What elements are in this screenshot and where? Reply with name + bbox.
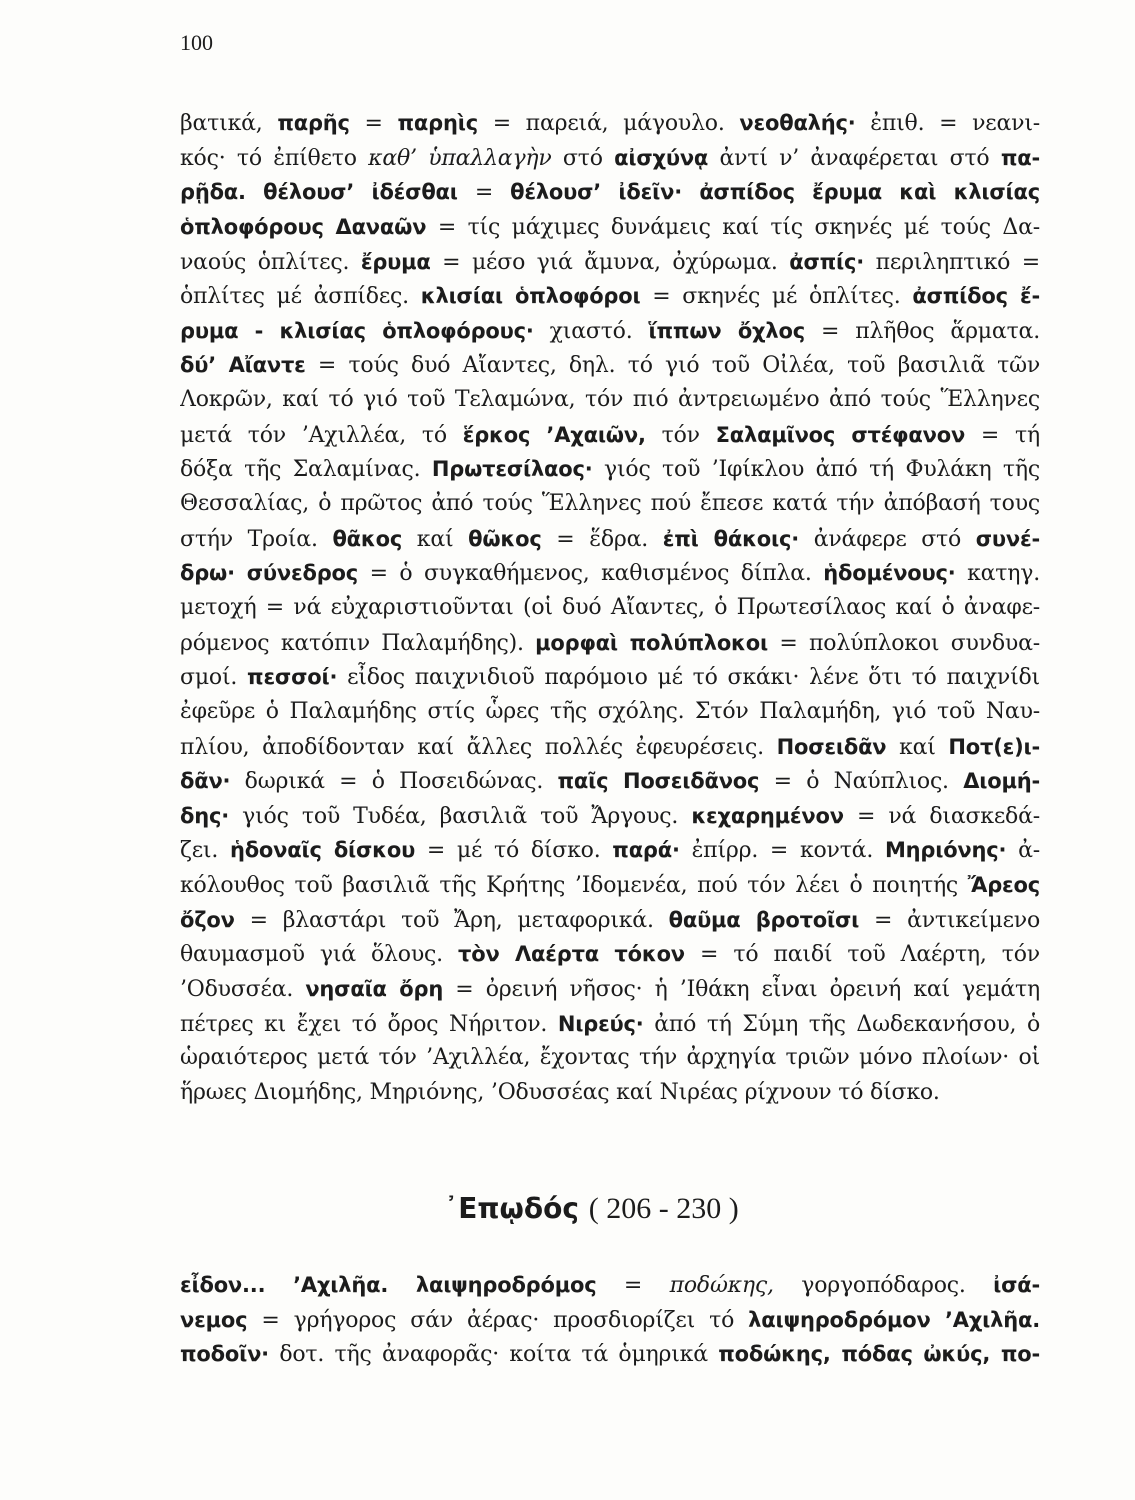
gloss-text: = τή (965, 422, 1040, 448)
text-line (180, 937, 1040, 972)
gloss-text: = τούς δυό Αἴαντες, δηλ. τό γιό τοῦ Οἰλέα, τοῦ βασιλιᾶ τῶν (305, 353, 1040, 379)
gloss-text: θαυμασμοῦ γιά ὅλους. (180, 942, 459, 968)
gloss-text: ἐπιθ. = νεανι- (855, 111, 1040, 136)
lemma-term: νησαῖα ὄρη (305, 977, 444, 1002)
lemma-term: θέλουσ’ ἰδεῖν· ἀσπίδος ἔρυμα καὶ κλισίας (510, 180, 1040, 205)
gloss-text: χιαστό. (533, 318, 649, 344)
text-line (180, 1268, 1040, 1303)
lemma-term: Ποσειδᾶν (776, 734, 887, 759)
gloss-text: περιληπτικό = (864, 249, 1040, 275)
gloss-text: πλίου, ἀποδίδονταν καί ἄλλες πολλές ἐφευρέσεις. (180, 734, 777, 760)
text-line (180, 245, 1040, 280)
lemma-term: ρυμα - κλισίας ὁπλοφόρους· (180, 318, 534, 343)
text-line (180, 695, 1040, 730)
gloss-text: καί (402, 526, 469, 552)
text-line (180, 626, 1040, 661)
gloss-text: ἀντί ν’ ἀναφέρεται στό (708, 145, 1001, 171)
gloss-text: = σκηνές μέ ὁπλίτες. (640, 284, 913, 310)
text-line (180, 556, 1040, 591)
gloss-text: ὁπλίτες μέ ἀσπίδες. (180, 284, 421, 310)
gloss-text: κός· τό ἐπίθετο (180, 145, 369, 171)
gloss-text: στήν Τροία. (180, 526, 333, 552)
gloss-text: ’Οδυσσέα. (180, 977, 306, 1003)
lemma-term: λαιψηροδρόμον ’Αχιλῆα. (748, 1307, 1040, 1332)
lemma-term: Ἄρεος (967, 873, 1040, 898)
lemma-term: ὄζον (180, 907, 235, 932)
lemma-term: κλισίαι ὁπλοφόροι (420, 284, 641, 309)
section-title: ᾿Επῳδός (444, 1192, 579, 1225)
text-line (180, 210, 1040, 245)
gloss-text: = τό παιδί τοῦ Λαέρτη, τόν (684, 942, 1040, 968)
lemma-term: ἀσπίδος ἔ- (912, 284, 1040, 309)
text-line (180, 141, 1040, 176)
text-line (180, 1007, 1040, 1042)
gloss-text: ἥρωες Διομήδης, Μηριόνης, ’Οδυσσέας καί Νιρέας ρίχνουν τό δίσκο. (180, 1079, 940, 1105)
gloss-text: = γρήγορος σάν ἀέρας· προσδιορίζει τό (247, 1307, 749, 1333)
gloss-text: = ἕδρα. (541, 526, 663, 552)
lemma-term: εἶδον... ’Αχιλῆα. λαιψηροδρόμος (180, 1273, 597, 1297)
gloss-text: = ὁ Ναύπλιος. (759, 769, 964, 795)
gloss-text: = (457, 180, 511, 206)
lemma-term: δρω· σύνεδρος (180, 561, 359, 586)
text-line (180, 487, 1040, 522)
text-line (180, 1337, 1040, 1372)
commentary-block-2 (180, 1268, 1040, 1372)
lemma-term: θᾶκος (332, 526, 403, 551)
lemma-term: μορφαὶ πολύπλοκοι (535, 630, 768, 655)
lemma-term: δύ’ Αἴαντε (180, 353, 306, 378)
gloss-text: = ὁ συγκαθήμενος, καθισμένος δίπλα. (358, 561, 824, 587)
lemma-term: ὁπλοφόρους Δαναῶν (180, 214, 427, 239)
text-line (180, 1076, 1040, 1111)
gloss-text: πέτρες κι ἔχει τό ὄρος Νήριτον. (180, 1011, 558, 1037)
lemma-term: Μηριόνης· (884, 838, 1007, 863)
lemma-term: παρά· (612, 838, 680, 863)
gloss-text: = παρειά, μάγουλο. (477, 111, 740, 136)
gloss-text: ρόμενος κατόπιν Παλαμήδης). (180, 630, 536, 656)
gloss-text: κατηγ. (955, 561, 1040, 587)
text-line (180, 868, 1040, 903)
text-line (180, 1041, 1040, 1076)
gloss-text: = πολύπλοκοι συνδυα- (767, 630, 1040, 656)
text-line (180, 903, 1040, 938)
lemma-term: ἰσά- (993, 1273, 1040, 1297)
gloss-text: ὡραιότερος μετά τόν ’Αχιλλέα, ἔχοντας τήν ἀρχηγία τριῶν μόνο πλοίων· οἱ (180, 1045, 1040, 1071)
gloss-text: ναούς ὁπλίτες. (180, 249, 361, 275)
gloss-text: = βλαστάρι τοῦ Ἄρη, μεταφορικά. (234, 907, 669, 933)
lemma-term: ἡδομένους· (823, 561, 956, 586)
gloss-text: ἀ- (1006, 838, 1040, 864)
lemma-term: θαῦμα βροτοῖσι (668, 907, 860, 932)
lemma-term: τὸν Λαέρτα τόκον (458, 942, 685, 967)
text-line (180, 383, 1040, 418)
gloss-text: ἐπίρρ. = κοντά. (679, 838, 885, 864)
text-line (180, 279, 1040, 314)
text-line (180, 418, 1040, 453)
lemma-term: ρῇδα. θέλουσ’ ἰδέσθαι (180, 180, 458, 205)
text-line (180, 522, 1040, 557)
commentary-block-1 (180, 106, 1040, 1111)
lemma-term: πα- (1000, 145, 1040, 170)
gloss-text: ἀνάφερε στό (799, 526, 976, 552)
gloss-text: Λοκρῶν, καί τό γιό τοῦ Τελαμώνα, τόν πιό ἀντρειωμένο ἀπό τούς Ἕλληνες (180, 387, 1040, 413)
text-line (180, 591, 1040, 626)
gloss-text: εἶδος παιχνιδιοῦ παρόμοιο μέ τό σκάκι· λένε ὅτι τό παιχνίδι (337, 665, 1040, 691)
text-line (180, 106, 1040, 141)
lemma-term: αἰσχύνᾳ (614, 145, 709, 170)
lemma-term: Σαλαμῖνος στέφανον (715, 422, 966, 447)
section-heading (24, 1192, 1135, 1226)
gloss-text: δοτ. τῆς ἀναφορᾶς· κοίτα τά ὁμηρικά (268, 1342, 719, 1368)
text-line (180, 730, 1040, 765)
gloss-text: σμοί. (180, 665, 248, 691)
lemma-term: ἵππων ὄχλος (648, 318, 805, 343)
lemma-term: παρῆς (277, 111, 350, 135)
gloss-text: καί (886, 734, 949, 760)
lemma-term: ποδώκης, πόδας ὠκύς, πο- (718, 1342, 1040, 1367)
text-line (180, 452, 1040, 487)
gloss-text: = μέ τό δίσκο. (415, 838, 613, 864)
gloss-text: = τίς μάχιμες δυνάμεις καί τίς σκηνές μέ τούς Δα- (426, 214, 1040, 240)
gloss-text: = μέσο γιά ἄμυνα, ὀχύρωμα. (430, 249, 790, 275)
gloss-text: γιός τοῦ ’Ιφίκλου ἀπό τή Φυλάκη τῆς (592, 457, 1040, 483)
lemma-term: συνέ- (975, 526, 1040, 551)
gloss-text: κόλουθος τοῦ βασιλιᾶ τῆς Κρήτης ’Ιδομενέα, πού τόν λέει ὁ ποιητής (180, 873, 968, 899)
lemma-term: ἐπὶ θάκοις· (662, 526, 800, 551)
section-line-range: ( 206 - 230 ) (588, 1192, 739, 1225)
gloss-text: = πλῆθος ἅρματα. (804, 318, 1040, 344)
text-line (180, 660, 1040, 695)
gloss-text: καθ’ ὑπαλλαγὴν (368, 145, 552, 171)
lemma-term: Πρωτεσίλαος· (431, 457, 593, 482)
text-line (180, 348, 1040, 383)
lemma-term: παρηὶς (397, 111, 478, 135)
text-line (180, 314, 1040, 349)
text-line (180, 1303, 1040, 1338)
gloss-text: ἐφεῦρε ὁ Παλαμήδης στίς ὧρες τῆς σχόλης. Στόν Παλαμήδη, γιό τοῦ Ναυ- (180, 698, 1040, 724)
lemma-term: δᾶν· (180, 769, 231, 794)
lemma-term: θῶκος (468, 526, 542, 551)
text-line (180, 764, 1040, 799)
gloss-text: βατικά, (180, 111, 278, 136)
lemma-term: νεμος (180, 1307, 248, 1332)
gloss-text: = (596, 1273, 670, 1298)
gloss-text: = νά διασκεδά- (843, 803, 1040, 829)
gloss-text: ἀπό τή Σύμη τῆς Δωδεκανήσου, ὁ (643, 1011, 1040, 1037)
lemma-term: κεχαρημένον (691, 803, 844, 828)
lemma-term: ποδοῖν· (180, 1342, 269, 1367)
text-line (180, 972, 1040, 1007)
lemma-term: Διομή- (963, 769, 1040, 794)
lemma-term: ἕρκος ’Αχαιῶν, (462, 422, 646, 447)
lemma-term: ἀσπίς· (789, 249, 865, 274)
page-number: 100 (180, 30, 213, 55)
lemma-term: πεσσοί· (247, 665, 338, 690)
gloss-text: στό (551, 145, 615, 171)
gloss-text: Θεσσαλίας, ὁ πρῶτος ἀπό τούς Ἕλληνες πού ἔπεσε κατά τήν ἀπόβασή τους (180, 491, 1040, 517)
gloss-text: ζει. (180, 838, 230, 864)
lemma-term: Νιρεύς· (557, 1011, 644, 1036)
gloss-text: ποδώκης, (669, 1273, 774, 1298)
lemma-term: Ποτ(ε)ι- (948, 734, 1040, 759)
gloss-text: = ἀντικείμενο (859, 907, 1040, 933)
text-line (180, 799, 1040, 834)
gloss-text: τόν (645, 422, 716, 448)
lemma-term: παῖς Ποσειδᾶνος (557, 769, 760, 794)
gloss-text: γιός τοῦ Τυδέα, βασιλιᾶ τοῦ Ἄργους. (229, 803, 692, 829)
gloss-text: δόξα τῆς Σαλαμίνας. (180, 457, 432, 483)
gloss-text: = (349, 111, 398, 136)
lemma-term: ἡδοναῖς δίσκου (229, 838, 416, 863)
lemma-term: νεοθαλής· (739, 111, 856, 135)
gloss-text: δωρικά = ὁ Ποσειδώνας. (230, 769, 558, 795)
gloss-text: μετοχή = νά εὐχαριστιοῦνται (οἱ δυό Αἴαντες, ὁ Πρωτεσίλαος καί ὁ ἀναφε- (180, 594, 1040, 620)
text-line (180, 833, 1040, 868)
lemma-term: δης· (180, 803, 230, 828)
lemma-term: ἔρυμα (360, 249, 431, 274)
gloss-text: μετά τόν ’Αχιλλέα, τό (180, 422, 463, 448)
text-line (180, 175, 1040, 210)
gloss-text: γοργοπόδαρος. (773, 1273, 994, 1298)
gloss-text: = ὀρεινή νῆσος· ἡ ’Ιθάκη εἶναι ὀρεινή καί γεμάτη (443, 977, 1040, 1003)
